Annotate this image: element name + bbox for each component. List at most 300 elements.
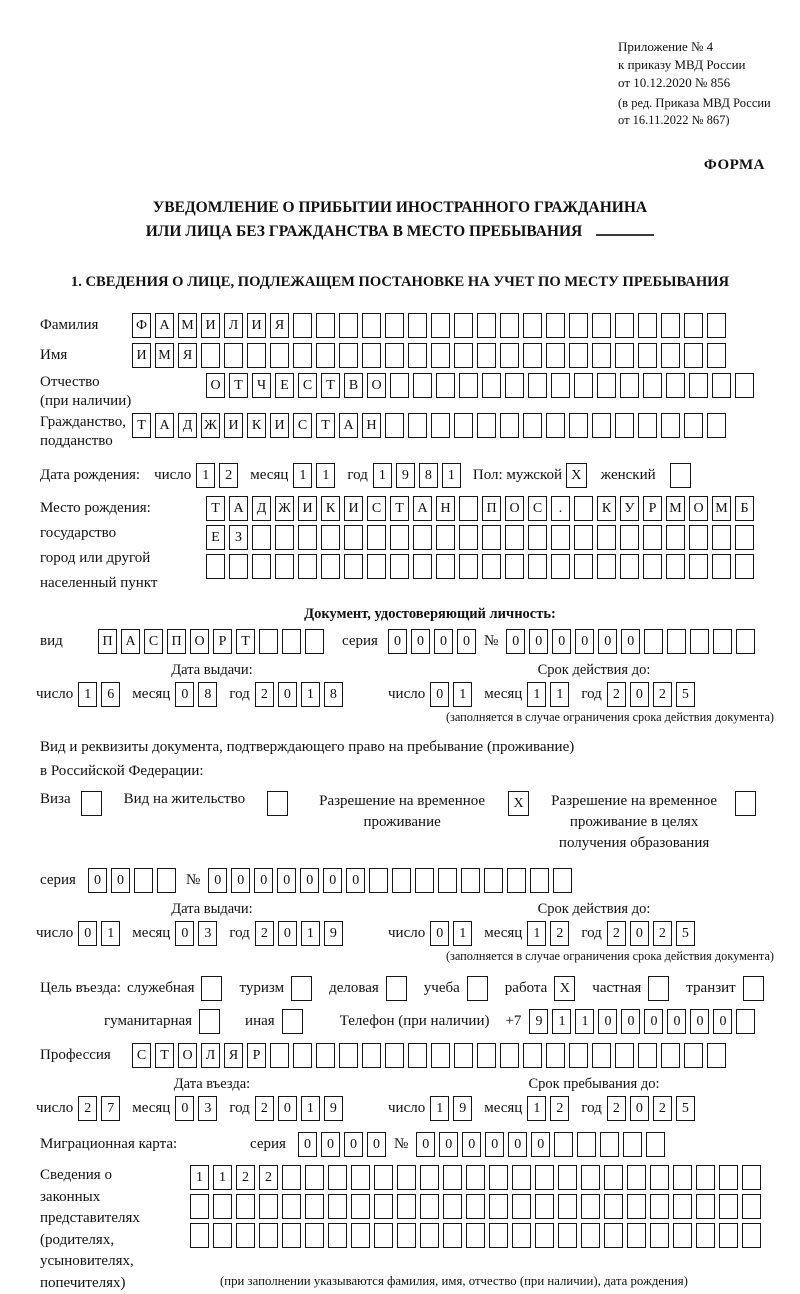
- char-cell[interactable]: Р: [247, 1043, 266, 1068]
- char-cell[interactable]: [305, 1165, 324, 1190]
- char-cell[interactable]: [615, 343, 634, 368]
- char-cell[interactable]: И: [224, 413, 243, 438]
- char-cell[interactable]: 2: [550, 1096, 569, 1121]
- char-cell[interactable]: [482, 554, 501, 579]
- char-cell[interactable]: 5: [676, 921, 695, 946]
- char-cell[interactable]: [413, 554, 432, 579]
- char-cell[interactable]: [420, 1223, 439, 1248]
- char-cell[interactable]: 0: [713, 1009, 732, 1034]
- char-cell[interactable]: [615, 313, 634, 338]
- char-cell[interactable]: [500, 413, 519, 438]
- char-cell[interactable]: [247, 343, 266, 368]
- char-cell[interactable]: [436, 373, 455, 398]
- char-cell[interactable]: О: [689, 496, 708, 521]
- char-cell[interactable]: [530, 868, 549, 893]
- char-cell[interactable]: [397, 1223, 416, 1248]
- char-cell[interactable]: 0: [278, 682, 297, 707]
- char-cell[interactable]: [643, 373, 662, 398]
- char-cell[interactable]: [592, 313, 611, 338]
- char-cell[interactable]: [742, 1194, 761, 1219]
- char-cell[interactable]: [581, 1165, 600, 1190]
- char-cell[interactable]: [374, 1223, 393, 1248]
- char-cell[interactable]: [413, 525, 432, 550]
- char-cell[interactable]: [620, 373, 639, 398]
- char-cell[interactable]: Д: [252, 496, 271, 521]
- char-cell[interactable]: Ж: [201, 413, 220, 438]
- char-cell[interactable]: 1: [301, 921, 320, 946]
- char-cell[interactable]: [505, 525, 524, 550]
- char-cell[interactable]: [684, 343, 703, 368]
- char-cell[interactable]: 3: [198, 1096, 217, 1121]
- char-cell[interactable]: 1: [527, 682, 546, 707]
- char-cell[interactable]: 0: [462, 1132, 481, 1157]
- char-cell[interactable]: [512, 1194, 531, 1219]
- char-cell[interactable]: С: [298, 373, 317, 398]
- char-cell[interactable]: [528, 525, 547, 550]
- char-cell[interactable]: [259, 629, 278, 654]
- char-cell[interactable]: [466, 1165, 485, 1190]
- char-cell[interactable]: Т: [321, 373, 340, 398]
- char-cell[interactable]: 0: [231, 868, 250, 893]
- temp-residence-checkbox[interactable]: X: [508, 791, 529, 816]
- char-cell[interactable]: [553, 868, 572, 893]
- char-cell[interactable]: [523, 1043, 542, 1068]
- char-cell[interactable]: А: [155, 413, 174, 438]
- char-cell[interactable]: [735, 554, 754, 579]
- char-cell[interactable]: [528, 373, 547, 398]
- char-cell[interactable]: К: [597, 496, 616, 521]
- char-cell[interactable]: [344, 554, 363, 579]
- char-cell[interactable]: [477, 413, 496, 438]
- char-cell[interactable]: [546, 413, 565, 438]
- char-cell[interactable]: Т: [236, 629, 255, 654]
- char-cell[interactable]: [736, 629, 755, 654]
- purpose-official-checkbox[interactable]: [201, 976, 222, 1001]
- char-cell[interactable]: [454, 413, 473, 438]
- char-cell[interactable]: 0: [88, 868, 107, 893]
- char-cell[interactable]: [546, 313, 565, 338]
- char-cell[interactable]: [213, 1223, 232, 1248]
- char-cell[interactable]: [673, 1223, 692, 1248]
- char-cell[interactable]: [689, 373, 708, 398]
- char-cell[interactable]: [666, 554, 685, 579]
- char-cell[interactable]: [666, 525, 685, 550]
- char-cell[interactable]: [646, 1132, 665, 1157]
- char-cell[interactable]: [466, 1223, 485, 1248]
- char-cell[interactable]: [661, 413, 680, 438]
- char-cell[interactable]: [707, 343, 726, 368]
- char-cell[interactable]: [362, 313, 381, 338]
- char-cell[interactable]: И: [201, 313, 220, 338]
- char-cell[interactable]: [696, 1223, 715, 1248]
- char-cell[interactable]: 1: [213, 1165, 232, 1190]
- char-cell[interactable]: 2: [653, 921, 672, 946]
- char-cell[interactable]: 0: [416, 1132, 435, 1157]
- char-cell[interactable]: 0: [298, 1132, 317, 1157]
- char-cell[interactable]: [712, 554, 731, 579]
- char-cell[interactable]: 1: [78, 682, 97, 707]
- char-cell[interactable]: [627, 1165, 646, 1190]
- char-cell[interactable]: 9: [396, 463, 415, 488]
- char-cell[interactable]: 0: [531, 1132, 550, 1157]
- char-cell[interactable]: [712, 525, 731, 550]
- char-cell[interactable]: Т: [229, 373, 248, 398]
- char-cell[interactable]: [321, 525, 340, 550]
- char-cell[interactable]: 1: [301, 682, 320, 707]
- char-cell[interactable]: 2: [607, 1096, 626, 1121]
- purpose-tourism-checkbox[interactable]: [291, 976, 312, 1001]
- char-cell[interactable]: [392, 868, 411, 893]
- char-cell[interactable]: 6: [101, 682, 120, 707]
- char-cell[interactable]: [328, 1165, 347, 1190]
- char-cell[interactable]: 1: [196, 463, 215, 488]
- char-cell[interactable]: [229, 554, 248, 579]
- char-cell[interactable]: Т: [390, 496, 409, 521]
- char-cell[interactable]: 2: [259, 1165, 278, 1190]
- char-cell[interactable]: [604, 1223, 623, 1248]
- char-cell[interactable]: [574, 373, 593, 398]
- char-cell[interactable]: 0: [506, 629, 525, 654]
- char-cell[interactable]: [275, 554, 294, 579]
- char-cell[interactable]: Н: [362, 413, 381, 438]
- char-cell[interactable]: [236, 1223, 255, 1248]
- char-cell[interactable]: [305, 629, 324, 654]
- char-cell[interactable]: 0: [78, 921, 97, 946]
- char-cell[interactable]: 0: [278, 1096, 297, 1121]
- char-cell[interactable]: [643, 525, 662, 550]
- char-cell[interactable]: 0: [278, 921, 297, 946]
- char-cell[interactable]: [459, 496, 478, 521]
- char-cell[interactable]: [420, 1165, 439, 1190]
- char-cell[interactable]: [190, 1223, 209, 1248]
- char-cell[interactable]: [667, 629, 686, 654]
- char-cell[interactable]: П: [482, 496, 501, 521]
- char-cell[interactable]: [707, 413, 726, 438]
- char-cell[interactable]: [436, 525, 455, 550]
- char-cell[interactable]: [528, 554, 547, 579]
- char-cell[interactable]: 0: [175, 682, 194, 707]
- char-cell[interactable]: [236, 1194, 255, 1219]
- char-cell[interactable]: Д: [178, 413, 197, 438]
- char-cell[interactable]: [661, 343, 680, 368]
- char-cell[interactable]: [489, 1194, 508, 1219]
- char-cell[interactable]: [712, 373, 731, 398]
- char-cell[interactable]: [551, 373, 570, 398]
- char-cell[interactable]: [316, 313, 335, 338]
- char-cell[interactable]: 0: [411, 629, 430, 654]
- char-cell[interactable]: [259, 1194, 278, 1219]
- char-cell[interactable]: И: [247, 313, 266, 338]
- char-cell[interactable]: [569, 413, 588, 438]
- char-cell[interactable]: [523, 413, 542, 438]
- char-cell[interactable]: [293, 1043, 312, 1068]
- char-cell[interactable]: [390, 373, 409, 398]
- char-cell[interactable]: [482, 525, 501, 550]
- char-cell[interactable]: [328, 1194, 347, 1219]
- char-cell[interactable]: [328, 1223, 347, 1248]
- char-cell[interactable]: [638, 413, 657, 438]
- char-cell[interactable]: [454, 343, 473, 368]
- char-cell[interactable]: [500, 1043, 519, 1068]
- char-cell[interactable]: [735, 525, 754, 550]
- char-cell[interactable]: [374, 1165, 393, 1190]
- char-cell[interactable]: [367, 554, 386, 579]
- char-cell[interactable]: [438, 868, 457, 893]
- char-cell[interactable]: 2: [653, 1096, 672, 1121]
- char-cell[interactable]: [431, 313, 450, 338]
- char-cell[interactable]: [390, 525, 409, 550]
- char-cell[interactable]: [298, 554, 317, 579]
- char-cell[interactable]: [581, 1194, 600, 1219]
- char-cell[interactable]: [201, 343, 220, 368]
- char-cell[interactable]: [666, 373, 685, 398]
- char-cell[interactable]: [443, 1165, 462, 1190]
- char-cell[interactable]: П: [98, 629, 117, 654]
- char-cell[interactable]: 0: [175, 921, 194, 946]
- char-cell[interactable]: 1: [430, 1096, 449, 1121]
- char-cell[interactable]: 0: [321, 1132, 340, 1157]
- char-cell[interactable]: 1: [575, 1009, 594, 1034]
- char-cell[interactable]: [500, 313, 519, 338]
- char-cell[interactable]: [367, 525, 386, 550]
- char-cell[interactable]: [627, 1194, 646, 1219]
- char-cell[interactable]: [390, 554, 409, 579]
- char-cell[interactable]: 0: [644, 1009, 663, 1034]
- char-cell[interactable]: Т: [132, 413, 151, 438]
- char-cell[interactable]: [581, 1223, 600, 1248]
- char-cell[interactable]: О: [206, 373, 225, 398]
- char-cell[interactable]: [551, 525, 570, 550]
- char-cell[interactable]: 1: [190, 1165, 209, 1190]
- char-cell[interactable]: С: [144, 629, 163, 654]
- char-cell[interactable]: [505, 554, 524, 579]
- char-cell[interactable]: [431, 413, 450, 438]
- char-cell[interactable]: [489, 1165, 508, 1190]
- char-cell[interactable]: Т: [316, 413, 335, 438]
- char-cell[interactable]: [282, 629, 301, 654]
- char-cell[interactable]: 1: [453, 921, 472, 946]
- char-cell[interactable]: С: [293, 413, 312, 438]
- char-cell[interactable]: Т: [206, 496, 225, 521]
- char-cell[interactable]: К: [247, 413, 266, 438]
- char-cell[interactable]: О: [190, 629, 209, 654]
- char-cell[interactable]: [742, 1223, 761, 1248]
- char-cell[interactable]: М: [155, 343, 174, 368]
- char-cell[interactable]: 1: [373, 463, 392, 488]
- char-cell[interactable]: [443, 1223, 462, 1248]
- char-cell[interactable]: [507, 868, 526, 893]
- char-cell[interactable]: [535, 1223, 554, 1248]
- char-cell[interactable]: [604, 1194, 623, 1219]
- char-cell[interactable]: [742, 1165, 761, 1190]
- char-cell[interactable]: [270, 1043, 289, 1068]
- purpose-other-checkbox[interactable]: [282, 1009, 303, 1034]
- char-cell[interactable]: [592, 1043, 611, 1068]
- char-cell[interactable]: Я: [178, 343, 197, 368]
- char-cell[interactable]: [546, 1043, 565, 1068]
- char-cell[interactable]: П: [167, 629, 186, 654]
- char-cell[interactable]: 7: [101, 1096, 120, 1121]
- char-cell[interactable]: 0: [175, 1096, 194, 1121]
- char-cell[interactable]: 2: [550, 921, 569, 946]
- char-cell[interactable]: 0: [621, 629, 640, 654]
- char-cell[interactable]: М: [712, 496, 731, 521]
- char-cell[interactable]: [707, 1043, 726, 1068]
- char-cell[interactable]: [454, 313, 473, 338]
- char-cell[interactable]: [684, 413, 703, 438]
- char-cell[interactable]: [224, 343, 243, 368]
- char-cell[interactable]: [385, 313, 404, 338]
- char-cell[interactable]: [643, 554, 662, 579]
- char-cell[interactable]: 0: [621, 1009, 640, 1034]
- char-cell[interactable]: 1: [301, 1096, 320, 1121]
- char-cell[interactable]: 0: [508, 1132, 527, 1157]
- char-cell[interactable]: [689, 554, 708, 579]
- char-cell[interactable]: З: [229, 525, 248, 550]
- char-cell[interactable]: [316, 343, 335, 368]
- char-cell[interactable]: Я: [224, 1043, 243, 1068]
- char-cell[interactable]: [461, 868, 480, 893]
- char-cell[interactable]: [535, 1165, 554, 1190]
- char-cell[interactable]: И: [132, 343, 151, 368]
- visa-checkbox[interactable]: [81, 791, 102, 816]
- char-cell[interactable]: 0: [388, 629, 407, 654]
- char-cell[interactable]: Н: [436, 496, 455, 521]
- char-cell[interactable]: 2: [219, 463, 238, 488]
- char-cell[interactable]: О: [178, 1043, 197, 1068]
- char-cell[interactable]: [293, 343, 312, 368]
- char-cell[interactable]: Я: [270, 313, 289, 338]
- char-cell[interactable]: [661, 313, 680, 338]
- char-cell[interactable]: [321, 554, 340, 579]
- char-cell[interactable]: 0: [254, 868, 273, 893]
- char-cell[interactable]: 1: [552, 1009, 571, 1034]
- char-cell[interactable]: [385, 413, 404, 438]
- char-cell[interactable]: 1: [293, 463, 312, 488]
- char-cell[interactable]: [466, 1194, 485, 1219]
- char-cell[interactable]: Ж: [275, 496, 294, 521]
- char-cell[interactable]: [305, 1194, 324, 1219]
- char-cell[interactable]: Л: [224, 313, 243, 338]
- char-cell[interactable]: [385, 1043, 404, 1068]
- char-cell[interactable]: [719, 1194, 738, 1219]
- char-cell[interactable]: Е: [275, 373, 294, 398]
- char-cell[interactable]: [696, 1165, 715, 1190]
- char-cell[interactable]: [397, 1194, 416, 1219]
- char-cell[interactable]: [673, 1165, 692, 1190]
- char-cell[interactable]: [735, 373, 754, 398]
- char-cell[interactable]: [454, 1043, 473, 1068]
- char-cell[interactable]: [615, 1043, 634, 1068]
- char-cell[interactable]: 0: [630, 921, 649, 946]
- char-cell[interactable]: [620, 525, 639, 550]
- char-cell[interactable]: [157, 868, 176, 893]
- char-cell[interactable]: 9: [324, 921, 343, 946]
- char-cell[interactable]: [339, 1043, 358, 1068]
- char-cell[interactable]: Р: [643, 496, 662, 521]
- char-cell[interactable]: В: [344, 373, 363, 398]
- char-cell[interactable]: [489, 1223, 508, 1248]
- char-cell[interactable]: [482, 373, 501, 398]
- char-cell[interactable]: [408, 413, 427, 438]
- char-cell[interactable]: 8: [198, 682, 217, 707]
- char-cell[interactable]: У: [620, 496, 639, 521]
- char-cell[interactable]: [282, 1223, 301, 1248]
- char-cell[interactable]: [689, 525, 708, 550]
- char-cell[interactable]: [408, 1043, 427, 1068]
- char-cell[interactable]: Б: [735, 496, 754, 521]
- char-cell[interactable]: 0: [598, 1009, 617, 1034]
- char-cell[interactable]: 0: [457, 629, 476, 654]
- char-cell[interactable]: [282, 1165, 301, 1190]
- char-cell[interactable]: [431, 1043, 450, 1068]
- char-cell[interactable]: [351, 1223, 370, 1248]
- char-cell[interactable]: [298, 525, 317, 550]
- char-cell[interactable]: [252, 525, 271, 550]
- char-cell[interactable]: О: [367, 373, 386, 398]
- char-cell[interactable]: 0: [598, 629, 617, 654]
- char-cell[interactable]: Р: [213, 629, 232, 654]
- char-cell[interactable]: 2: [653, 682, 672, 707]
- char-cell[interactable]: [644, 629, 663, 654]
- char-cell[interactable]: 5: [676, 1096, 695, 1121]
- char-cell[interactable]: 0: [630, 682, 649, 707]
- char-cell[interactable]: 1: [316, 463, 335, 488]
- char-cell[interactable]: 0: [277, 868, 296, 893]
- char-cell[interactable]: 0: [111, 868, 130, 893]
- char-cell[interactable]: Ф: [132, 313, 151, 338]
- char-cell[interactable]: [569, 343, 588, 368]
- char-cell[interactable]: [477, 343, 496, 368]
- char-cell[interactable]: [604, 1165, 623, 1190]
- char-cell[interactable]: 2: [607, 682, 626, 707]
- char-cell[interactable]: Т: [155, 1043, 174, 1068]
- char-cell[interactable]: [282, 1194, 301, 1219]
- char-cell[interactable]: А: [413, 496, 432, 521]
- char-cell[interactable]: [206, 554, 225, 579]
- char-cell[interactable]: 2: [236, 1165, 255, 1190]
- char-cell[interactable]: 0: [667, 1009, 686, 1034]
- char-cell[interactable]: А: [155, 313, 174, 338]
- purpose-humanitarian-checkbox[interactable]: [199, 1009, 220, 1034]
- char-cell[interactable]: А: [339, 413, 358, 438]
- char-cell[interactable]: 0: [344, 1132, 363, 1157]
- char-cell[interactable]: [484, 868, 503, 893]
- char-cell[interactable]: [408, 313, 427, 338]
- char-cell[interactable]: [477, 313, 496, 338]
- char-cell[interactable]: [431, 343, 450, 368]
- char-cell[interactable]: 0: [439, 1132, 458, 1157]
- char-cell[interactable]: [459, 525, 478, 550]
- char-cell[interactable]: [597, 525, 616, 550]
- char-cell[interactable]: 9: [453, 1096, 472, 1121]
- char-cell[interactable]: [713, 629, 732, 654]
- purpose-study-checkbox[interactable]: [467, 976, 488, 1001]
- char-cell[interactable]: [638, 313, 657, 338]
- char-cell[interactable]: О: [505, 496, 524, 521]
- char-cell[interactable]: Ч: [252, 373, 271, 398]
- char-cell[interactable]: [569, 313, 588, 338]
- char-cell[interactable]: [252, 554, 271, 579]
- char-cell[interactable]: [615, 413, 634, 438]
- char-cell[interactable]: [690, 629, 709, 654]
- char-cell[interactable]: [554, 1132, 573, 1157]
- char-cell[interactable]: 5: [676, 682, 695, 707]
- char-cell[interactable]: [574, 496, 593, 521]
- char-cell[interactable]: [650, 1165, 669, 1190]
- char-cell[interactable]: [374, 1194, 393, 1219]
- char-cell[interactable]: 0: [575, 629, 594, 654]
